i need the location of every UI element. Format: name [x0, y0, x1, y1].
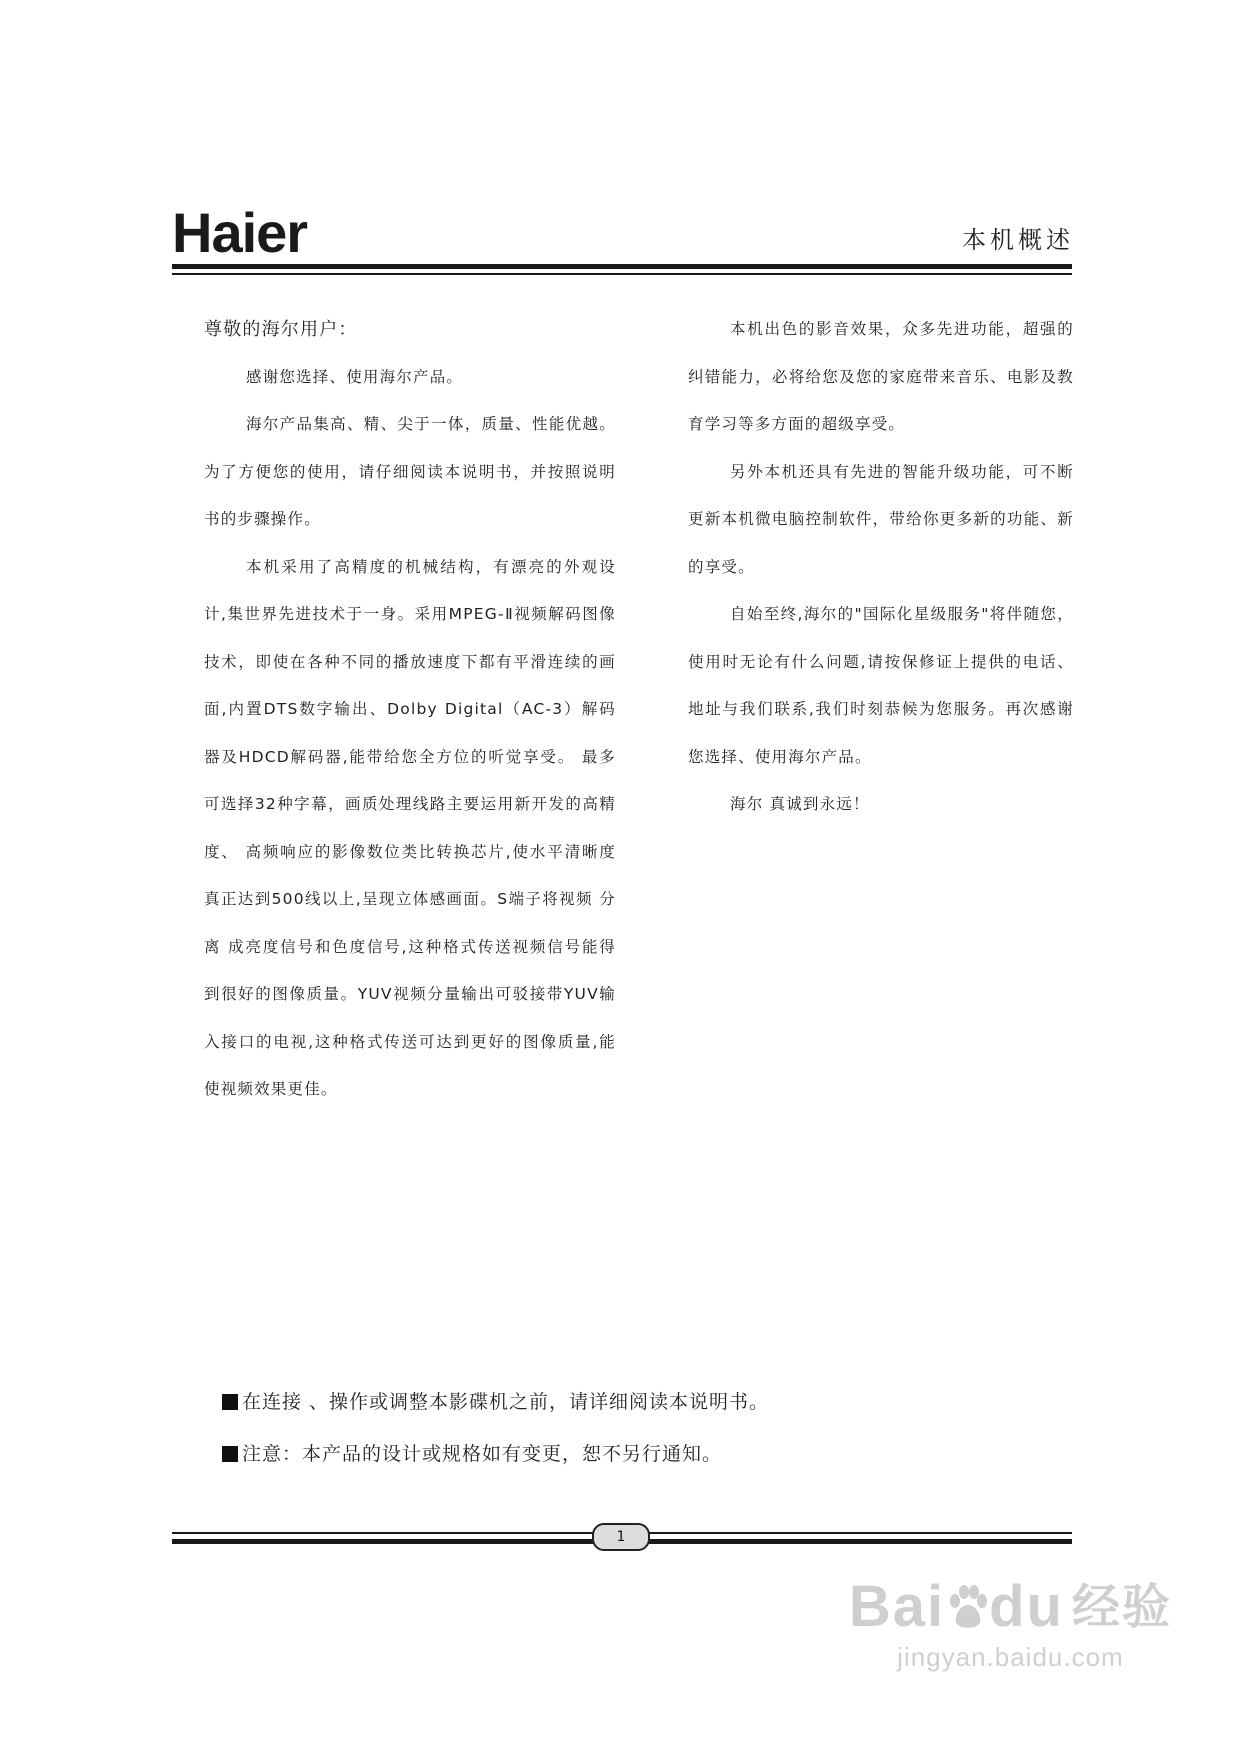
- notice-text: 在连接 、操作或调整本影碟机之前，请详细阅读本说明书。: [242, 1391, 770, 1413]
- section-title: 本机概述: [962, 226, 1074, 254]
- paragraph-slogan: 海尔 真诚到永远！: [730, 795, 870, 813]
- salutation: 尊敬的海尔用户：: [204, 319, 358, 340]
- square-bullet-icon: [222, 1394, 238, 1410]
- watermark-brand-suffix: du: [989, 1574, 1064, 1639]
- notice-item: [222, 1376, 769, 1428]
- right-column: [688, 306, 1074, 829]
- notice-text: 注意：本产品的设计或规格如有变更，恕不另行通知。: [242, 1443, 723, 1465]
- watermark-brand-prefix: Bai: [848, 1574, 946, 1639]
- header-rule-thick: [172, 264, 1072, 269]
- watermark-brand-cn: 经验: [1071, 1579, 1172, 1635]
- paragraph-thanks: 感谢您选择、使用海尔产品。: [246, 367, 464, 386]
- notices: [222, 1376, 769, 1480]
- left-column: [204, 306, 616, 1114]
- header-rule-thin: [172, 273, 1072, 275]
- haier-logo: Haier: [172, 201, 308, 264]
- baidu-paw-icon: [947, 1585, 987, 1629]
- paragraph-service: 自始至终,海尔的"国际化星级服务"将伴随您，使用时无论有什么问题,请按保修证上提供的电话、地址与我们联系,我们时刻恭候为您服务。再次感谢您选择、使用海尔产品。: [688, 605, 1074, 766]
- page-number: 1: [592, 1523, 650, 1551]
- paragraph-features: 本机采用了高精度的机械结构，有漂亮的外观设计,集世界先进技术于一身。采用MPEG-Ⅱ视频解码图像技术，即使在各种不同的播放速度下都有平滑连续的画面,内置DTS数字输出、Dolby Digital（AC-3）解码器及HDCD解码器,能带给您全方位的听觉享受。 最多可选择32种字幕，画质处理线路主要运用新开发的高精度、 高频响应的影像数位类比转换芯片,使水平清晰度真正达到500线以上,呈现立体感画面。S端子将视频 分离 成亮度信号和色度信号,这种格式传送视频信号能得到很好的图像质量。YUV视频分量输出可驳接带YUV输入接口的电视,这种格式传送可达到更好的图像质量,能使视频效果更佳。: [204, 557, 616, 1098]
- watermark-url: jingyan.baidu.com: [897, 1642, 1124, 1672]
- paragraph-upgrade: 另外本机还具有先进的智能升级功能，可不断更新本机微电脑控制软件，带给你更多新的功能、新的享受。: [688, 462, 1074, 576]
- paragraph-av-effects: 本机出色的影音效果，众多先进功能，超强的纠错能力，必将给您及您的家庭带来音乐、电影及教育学习等多方面的超级享受。: [688, 320, 1074, 433]
- paragraph-quality: 海尔产品集高、精、尖于一体，质量、性能优越。为了方便您的使用，请仔细阅读本说明书，并按照说明书的步骤操作。: [204, 415, 616, 528]
- notice-item: [222, 1428, 769, 1480]
- baidu-watermark: [848, 1574, 1172, 1673]
- square-bullet-icon: [222, 1446, 238, 1462]
- watermark-brand: [848, 1574, 1172, 1639]
